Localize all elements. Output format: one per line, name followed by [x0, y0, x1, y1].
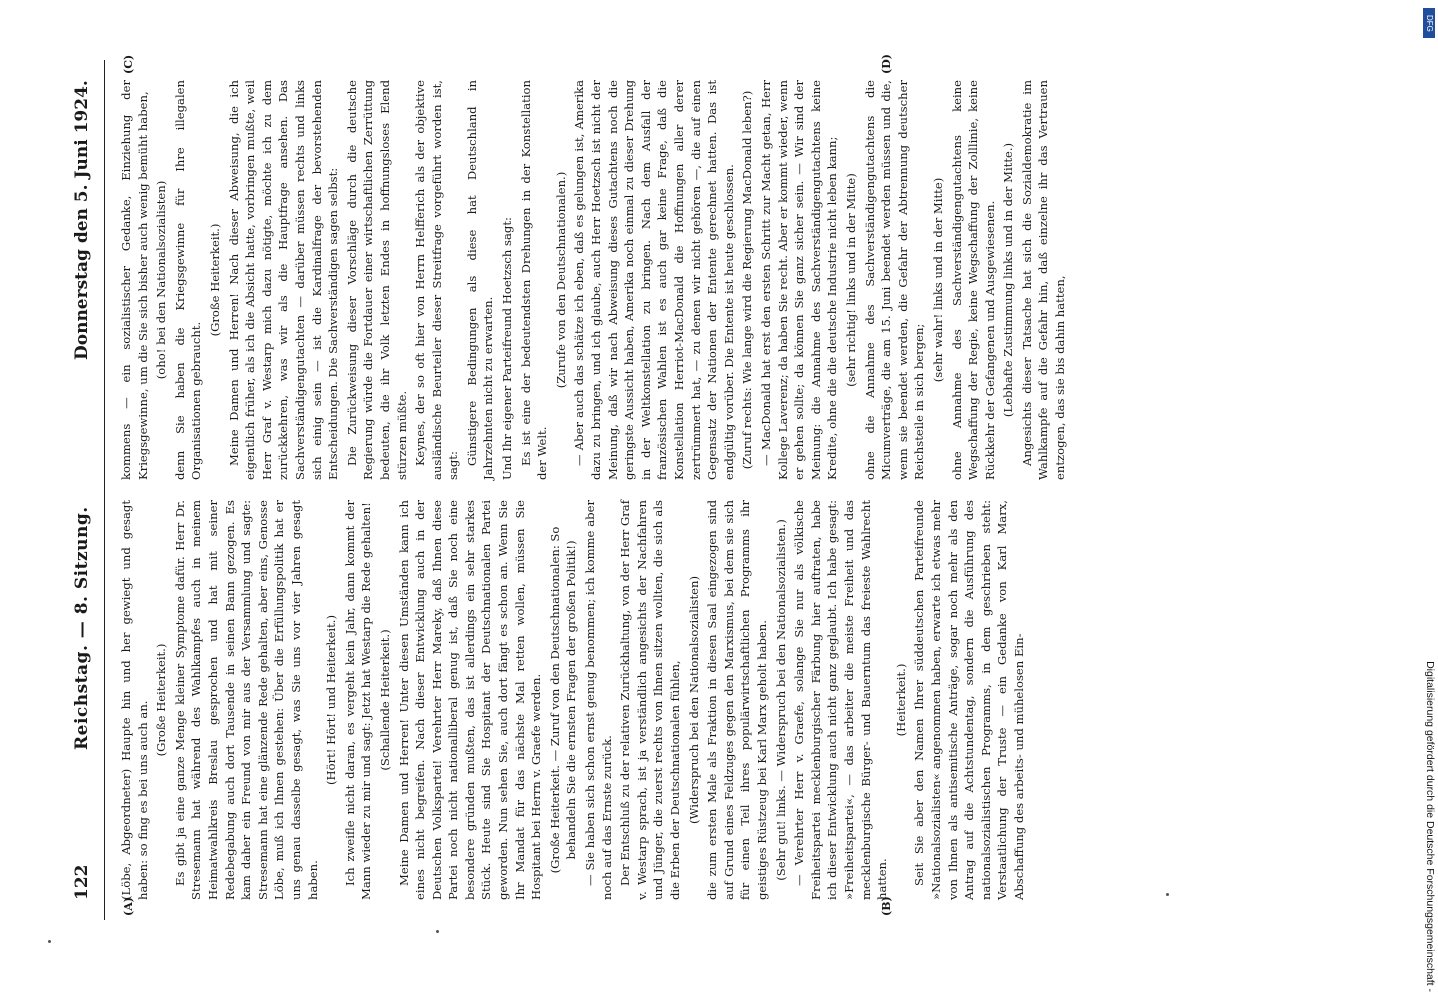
page-number: 122 [72, 864, 92, 900]
interjection-text: (Große Heiterkeit.) [154, 643, 169, 757]
interjection-text: (Große Heiterkeit. — Zuruf von den Deutschnationalen: So behandeln Sie die ernsten Fragen der großen Politik!) [547, 526, 579, 874]
paragraph-text: denn Sie haben die Kriegsgewinne für Ihre illegalen Organisationen gebraucht. [172, 80, 204, 480]
interjection-text: (Zurufe von den Deutschnationalen.) [553, 171, 568, 389]
interjection-text: (Widerspruch bei den Nationalsozialisten) [686, 576, 701, 824]
paragraph-text: Günstigere Bedingungen als diese hat Deutschland in Jahrzehnten nicht zu erwarten. [464, 80, 496, 480]
interjection-text: (oho! bei den Nationalsozialisten) [154, 180, 169, 380]
interjection-text: (Zuruf rechts: Wie lange wird die Regierung MacDonald leben?) [740, 90, 755, 470]
paragraph-text: Meine Damen und Herren! Unter diesen Umständen kann ich eines nicht begreifen. Nach dieser Entwicklung auch in der Deutschen Volkspartei! Verehrter Herr Mareky, daß Ihnen diese Partei noch nicht nationalliberal genug ist, daß Sie noch eine besondere gründen mußten, das ist allerdings ein sehr starkes Stück. Heute sind Sie Hospitant der Deutschnationalen Partei geworden. Nun sehen Sie, auch dort fängt es schon an. Wenn Sie Ihr Mandat für das nächste Mal retten wollen, müssen Sie Hospitant bei Herrn v. Graefe werden. [396, 500, 544, 900]
interjection-text: (sehr wahr! links und in der Mitte) [930, 177, 945, 383]
left-text-column [118, 500, 1358, 900]
session-title: Reichstag. — 8. Sitzung. [72, 506, 92, 750]
scan-speck [436, 930, 439, 933]
interjection-text: (sehr richtig! links und in der Mitte) [843, 173, 858, 387]
margin-marker-b: (B) [880, 896, 893, 916]
paragraph-text: Seit Sie aber den Namen Ihrer süddeutschen Parteifreunde »Nationalsozialisten« angenommen haben, erwarte ich etwas mehr von Ihnen als antisemitische Anträge, sogar noch mehr als den Antrag auf die Achtstundentag, sondern die Ausführung des nationalsozialistischen Programms, in dem geschrieben steht: Verstaatlichung der Truste — ein Gedanke von Karl Marx, Abschaffung des arbeits- und mühelosen Ein- [912, 500, 1026, 900]
paragraph-text: Ich zweifle nicht daran, es vergeht kein Jahr, dann kommt der Mann wieder zu mir und sagt: Jetzt hat Westarp die Rede gehalten! [342, 500, 374, 900]
paragraph-text: kommens — ein sozialistischer Gedanke, Einziehung der Kriegsgewinne, um die Sie sich bisher auch wenig bemüht haben, [119, 80, 150, 480]
paragraph-text: Meine Damen und Herren! Nach dieser Abweisung, die ich eigentlich früher, als ich die Absicht hatte, vorbringen mußte, weil Herr Graf v. Westarp mich dazu nötigte, möchte ich zu dem zurückkehren, was wir als die Hauptfrage ansehen. Das Sachverständigengutachten — darüber müssen rechts und links sich einig sein — ist die Kardinalfrage der bevorstehenden Entscheidungen. Die Sachverständigen sagen selbst: [226, 80, 341, 480]
paragraph-text: — MacDonald hat erst den ersten Schritt zur Macht getan, Herr Kollege Laverenz; da haben Sie recht. Aber er kommt wieder, wenn er gehen sollte; da können Sie ganz sicher sein. — Wir sind der Meinung: die Annahme des Sachverständigengutachtens keine Kredite, ohne die die deutsche Industrie nicht leben kann; [758, 80, 840, 480]
credit-text: Digitalisierung gefördert durch die Deutsche Forschungsgemeinschaft - [1424, 661, 1436, 992]
scanned-page [60, 54, 1370, 920]
paragraph-text: Es ist eine der bedeutendsten Drehungen in der Konstellation der Welt. [518, 80, 550, 480]
scan-speck [1166, 893, 1169, 896]
session-date: Donnerstag den 5. Juni 1924. [72, 80, 92, 360]
right-text-column [118, 80, 1358, 480]
margin-marker-a: (A) [122, 897, 135, 916]
paragraph-text: die zum ersten Male als Fraktion in diesen Saal eingezogen sind auf Grund eines Feldzuges gegen den Marxismus, bei dem sie sich für einen Teil ihres populärwirtschaftlichen Programms ihr geistiges Rüstzeug bei Karl Marx geholt haben. [705, 500, 769, 900]
page-content [60, 54, 1370, 920]
paragraph-text: Die Zurückweisung dieser Vorschläge durch die deutsche Regierung würde die Fortdauer einer wirtschaftlichen Zerrüttung bedeuten, die ihr Volk letzten Endes in hoffnungsloses Elend stürzen müßte. [344, 80, 409, 480]
paragraph-text: ohne Annahme des Sachverständigengutachtens keine Wegschaffung der Regie, keine Wegschaffung der Zolllinie, keine Rückkehr der Gefangenen und Ausgewiesenen. [949, 80, 997, 480]
interjection-text: (Lebhafte Zustimmung links und in der Mitte.) [1001, 142, 1016, 418]
paragraph-text: — Sie haben sich schon ernst genug benommen; ich komme aber noch auf das Ernste zurück. [583, 500, 614, 900]
paragraph-text: — Verehrter Herr v. Graefe, solange Sie nur als völkische Freiheitspartei mecklenburgischer Färbung hier auftraten, habe ich dieser Entwicklung auch nicht ganz geglaubt. Ich habe gesagt: »Freiheitspartei«, — das arbeiter die meiste Freiheit und das mecklenburgische Bürger- und Bauerntum das freieste Wahlrecht hatten. [792, 500, 890, 900]
interjection-text: (Heiterkeit.) [893, 663, 908, 737]
running-header [60, 60, 105, 920]
paragraph-text: Der Entschluß zu der relativen Zurückhaltung, von der Herr Graf v. Westarp sprach, ist ja verständlich angesichts der Nachfahren und Jünger, die zuerst rechts von Ihnen sitzen wollten, die sich als die Erben der Deutschnationalen fühlen, [618, 500, 682, 900]
paragraph-text: Keynes, der so oft hier von Herrn Helfferich als der objektive ausländische Beurteiler dieser Streitfrage vorgeführt worden ist, sagt: [413, 80, 461, 480]
interjection-text: (Sehr gut! links. — Widerspruch bei den Nationalsozialisten.) [773, 519, 788, 881]
interjection-text: (Hört! Hört! und Heiterkeit.) [324, 614, 339, 786]
margin-marker-d: (D) [880, 54, 893, 74]
paragraph-text: ohne die Annahme des Sachverständigengutachtens die Micumverträge, die am 15. Juni beendet werden müssen und die, wenn sie beendet werden, die Gefahr der Abtrennung deutscher Reichsteile in sich bergen; [862, 80, 927, 480]
scan-speck [48, 940, 51, 943]
paragraph-text: — Aber auch das schätze ich eben, daß es gelungen ist, Amerika dazu zu bringen, und ich glaube, auch Herr Hoetzsch ist nicht der Meinung, daß wir nach Abweisung dieses Gutachtens noch die geringste Aussicht haben, Amerika noch einmal zu dieser Drehung in der Weltkonstellation zu bringen. Nach dem Ausfall der französischen Wahlen ist es auch gar keine Frage, daß die Konstellation Herriot-MacDonald die Hoffnungen aller derer zertrümmert hat, — zu denen wir nicht gehören —, die auf einen Gegensatz der Nationen der Entente gerechnet hatten. Das ist endgültig vorüber. Die Entente ist heute geschlossen. [572, 80, 736, 480]
dfg-logo: DFG [1423, 8, 1435, 38]
paragraph-text: Angesichts dieser Tatsache hat sich die Sozialdemokratie im Wahlkampfe auf die Gefahr hin, daß einzelne ihr das Vertrauen entzogen, das sie bis dahin hatten, [1019, 80, 1068, 480]
interjection-text: (Schallende Heiterkeit.) [377, 629, 392, 771]
paragraph-text: (Löbe, Abgeordneter) Haupte hin und her gewiegt und gesagt haben: so fing es bei uns auch an. [119, 500, 150, 900]
margin-marker-c: (C) [122, 54, 135, 74]
paragraph-text: Und Ihr eigener Parteifreund Hoetzsch sagt: [500, 217, 515, 480]
digitization-credit [1422, 8, 1438, 992]
paragraph-text: Es gibt ja eine ganze Menge kleiner Symptome dafür. Herr Dr. Stresemann hat während des Wahlkampfes auch in meinem Heimatwahlkreis Breslau gesprochen und hat mit seiner Redebegabung auch dort Tausende in seinen Bann gezogen. Es kam daher ein Freund von mir aus der Versammlung und sagte: Stresemann hat eine glänzende Rede gehalten, aber eins, Genosse Löbe, muß ich Ihnen gestehen: Über die Erfüllungspolitik hat er uns genau dasselbe gesagt, was Sie uns vor vier Jahren gesagt haben. [172, 500, 320, 900]
interjection-text: (Große Heiterkeit.) [207, 223, 222, 337]
